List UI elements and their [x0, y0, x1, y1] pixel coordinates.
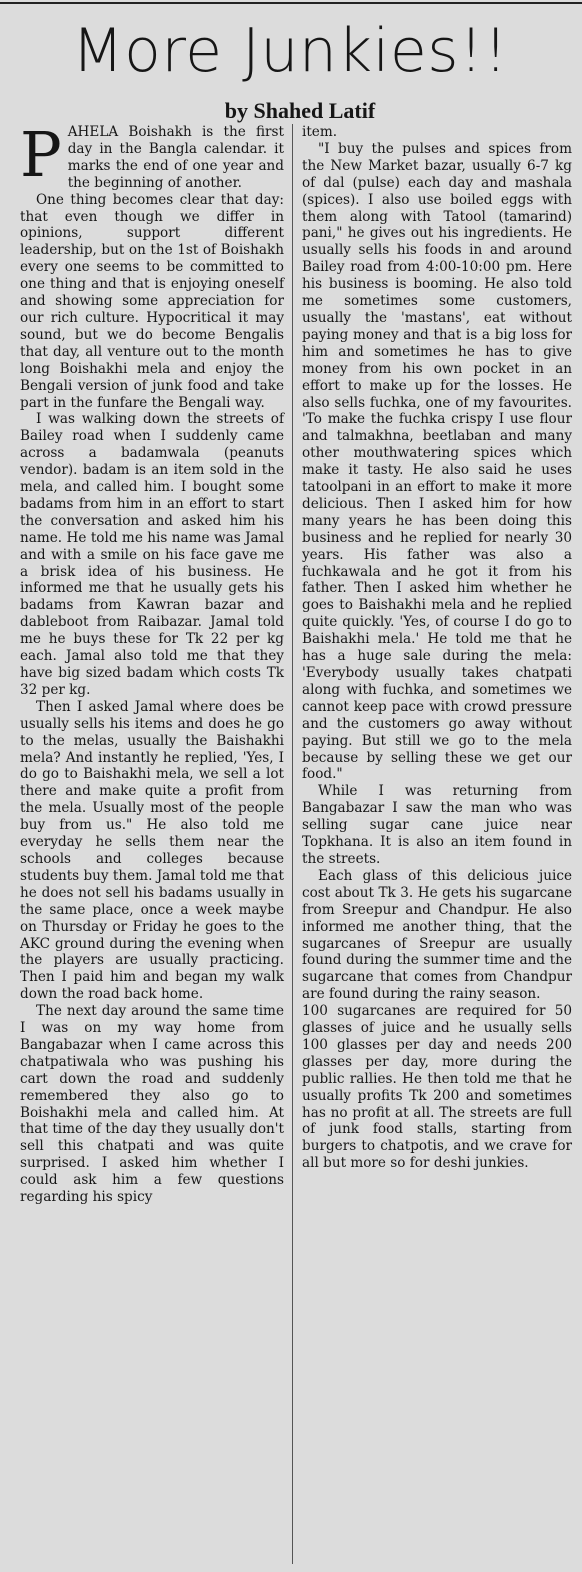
- column-divider: [292, 124, 293, 1564]
- paragraph-7: "I buy the pulses and spices from the New Market bazar, usually 6-7 kg of dal (pulse) each day and mashala (spices). I also use boiled eggs with them along with Tatool (tamarind) pani," he gives out his ingredients. He usually sells his foods in and around Bailey road from 4:00-10:00 pm. Here his business is booming. He also told me sometimes some customers, usually the 'mastans', eat without paying money and that is a big loss for him and sometimes he has to give money from his own pocket in an effort to make up for the losses. He also sells fuchka, one of my favourites. 'To make the fuchka crispy I use flour and talmakhna, beetlaban and many other mouthwatering spices which make it tasty. He also said he uses tatoolpani in an effort to make it more delicious. Then I asked him for how many years he has been doing this business and he replied for nearly 30 years. His father was also a fuchkawala and he got it from his father. Then I asked him whether he goes to Baishakhi mela and he replied quite quickly. 'Yes, of course I do go to Baishakhi mela.' He told me that he has a huge sale during the mela: 'Everybody usually takes chatpati along with fuchka, and sometimes we cannot keep pace with crowd pressure and the customers go away without paying. But still we go to the mela because by selling these we get our food.": [302, 140, 572, 783]
- article-column-2: [302, 124, 572, 1172]
- paragraph-8: While I was returning from Bangabazar I saw the man who was selling sugar cane juice near Topkhana. It is also an item found in the streets.: [302, 783, 572, 867]
- paragraph-4: Then I asked Jamal where does be usually sells his items and does he go to the melas, usually the Baishakhi mela? And instantly he replied, 'Yes, I do go to Baishakhi mela, we sell a lot there and make quite a profit from the mela. Usually most of the people buy from us." He also told me everyday he sells them near the schools and colleges because students buy them. Jamal told me that he does not sell his badams usually in the same place, once a week maybe on Thursday or Friday he goes to the AKC ground during the evening when the players are usually practicing. Then I paid him and began my walk down the road back home.: [20, 698, 284, 1003]
- paragraph-2: One thing becomes clear that day: that even though we differ in opinions, support different leadership, but on the 1st of Boishakh every one seems to be committed to one thing and that is enjoying oneself and showing some appreciation for our rich culture. Hypocritical it may sound, but we do become Bengalis that day, all venture out to the month long Boishakhi mela and enjoy the Bengali version of junk food and take part in the funfare the Bengali way.: [20, 191, 284, 411]
- paragraph-5: The next day around the same time I was on my way home from Bangabazar when I came across this chatpatiwala who was pushing his cart down the road and suddenly remembered they also go to Boishakhi mela and called him. At that time of the day they usually don't sell this chatpati and was quite surprised. I asked him whether I could ask him a few questions regarding his spicy: [20, 1003, 284, 1206]
- paragraph-1: PAHELA Boishakh is the first day in the Bangla calendar. it marks the end of one year and the beginning of another.: [20, 118, 284, 191]
- article-column-1: [20, 118, 284, 1206]
- paragraph-9: Each glass of this delicious juice cost about Tk 3. He gets his sugarcane from Sreepur and Chandpur. He also informed me another thing, that the sugarcanes of Sreepur are usually found during the summer time and the sugarcane that comes from Chandpur are found during the rainy season.: [302, 867, 572, 1003]
- paragraph-3: I was walking down the streets of Bailey road when I suddenly came across a badamwala (peanuts vendor). badam is an item sold in the mela, and called him. I bought some badams from him in an effort to start the conversation and asked him his name. He told me his name was Jamal and with a smile on his face gave me a brisk idea of his business. He informed me that he usually gets his badams from Kawran bazar and dableboot from Raibazar. Jamal told me he buys these for Tk 22 per kg each. Jamal also told me that they have big sized badam which costs Tk 32 per kg.: [20, 411, 284, 698]
- dropcap: P: [20, 118, 62, 191]
- paragraph-6: item.: [302, 124, 338, 140]
- paragraph-10: 100 sugarcanes are required for 50 glasses of juice and he usually sells 100 glasses per day and needs 200 glasses per day, more during the public rallies. He then told me that he usually profits Tk 200 and sometimes has no profit at all. The streets are full of junk food stalls, starting from burgers to chatpotis, and we crave for all but more so for deshi junkies.: [302, 1003, 572, 1172]
- top-rule: [0, 2, 582, 4]
- headline: More Junkies!!: [71, 16, 509, 86]
- byline: by Shahed Latif: [224, 98, 376, 123]
